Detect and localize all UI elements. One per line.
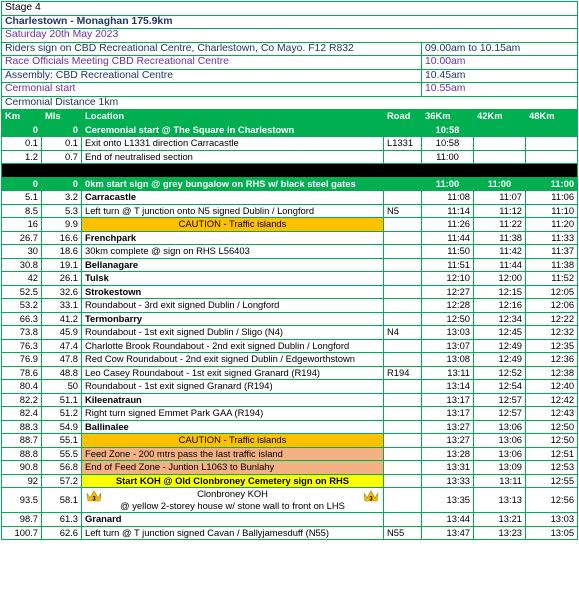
time-42km-cell: 13:06 [474,420,526,434]
mls-cell: 45.9 [42,326,82,340]
table-row [2,191,578,205]
km-cell: 1.2 [2,150,42,164]
time-42km-cell: 11:00 [474,177,526,191]
km-cell: 76.9 [2,353,42,367]
location-cell: Bellanagare [82,258,384,272]
table-row [2,420,578,434]
km-cell: 92 [2,474,42,488]
table-row [2,150,578,164]
time-36km-cell: 13:07 [422,339,474,353]
time-48km-cell: 11:38 [526,258,578,272]
road-cell [384,218,422,232]
road-cell: N4 [384,326,422,340]
location-cell: Red Cow Roundabout - 2nd exit signed Dublin / Edgeworthstown [82,353,384,367]
time-48km-cell: 12:50 [526,420,578,434]
time-48km-cell: 12:53 [526,461,578,475]
table-row [2,164,578,178]
location-cell: Kileenatraun [82,393,384,407]
time-42km-cell: 13:13 [474,488,526,513]
location-cell: End of Feed Zone - Juntion L1063 to Bunlahy [82,461,384,475]
time-48km-cell: 12:56 [526,488,578,513]
time-42km-cell: 12:57 [474,407,526,421]
table-row [2,488,578,513]
km-cell: 76.3 [2,339,42,353]
time-36km-cell: 13:33 [422,474,474,488]
table-row [2,407,578,421]
time-36km-cell: 11:14 [422,204,474,218]
time-42km-cell: 12:57 [474,393,526,407]
time-42km-cell: 13:21 [474,513,526,527]
road-cell [384,488,422,513]
road-cell [384,150,422,164]
road-cell [384,285,422,299]
km-cell: 88.3 [2,420,42,434]
road-cell [384,380,422,394]
road-cell [384,474,422,488]
road-cell [384,312,422,326]
koh-crown-icon [363,489,379,503]
road-cell [384,420,422,434]
time-36km-cell: 13:14 [422,380,474,394]
table-row [2,245,578,259]
road-cell [384,123,422,137]
mls-cell: 62.6 [42,526,82,540]
table-row [2,123,578,137]
time-48km-cell: 12:05 [526,285,578,299]
table-row [2,366,578,380]
mls-cell: 33.1 [42,299,82,313]
time-36km-cell: 11:50 [422,245,474,259]
mls-cell: 32.6 [42,285,82,299]
stage-row [2,2,578,16]
time-36km-cell: 13:35 [422,488,474,513]
time-48km-cell [526,137,578,151]
mls-cell: 16.6 [42,231,82,245]
table-row [2,474,578,488]
col-36km: 36Km [422,110,474,124]
mls-cell: 0.1 [42,137,82,151]
location-cell: Start KOH @ Old Clonbroney Cemetery sign on RHS [82,474,384,488]
time-36km-cell: 13:31 [422,461,474,475]
km-cell: 42 [2,272,42,286]
koh-location: @ yellow 2-storey house w/ stone wall to front on LHS [120,500,345,511]
time-42km-cell [474,123,526,137]
time-48km-cell [526,150,578,164]
km-cell: 5.1 [2,191,42,205]
time-36km-cell: 13:17 [422,407,474,421]
time-42km-cell: 13:06 [474,447,526,461]
km-cell: 0.1 [2,137,42,151]
location-cell: Roundabout - 1st exit signed Dublin / Sligo (N4) [82,326,384,340]
road-cell: R194 [384,366,422,380]
table-row [2,231,578,245]
road-cell [384,299,422,313]
km-cell: 78.6 [2,366,42,380]
mls-cell: 55.5 [42,447,82,461]
mls-cell: 18.6 [42,245,82,259]
time-36km-cell: 11:00 [422,150,474,164]
koh-name: Clonbroney KOH [197,488,268,499]
time-42km-cell: 13:09 [474,461,526,475]
table-row [2,272,578,286]
location-cell: Right turn signed Emmet Park GAA (R194) [82,407,384,421]
location-cell: Left turn @ T junction signed Cavan / Ballyjamesduff (N55) [82,526,384,540]
table-row [2,299,578,313]
time-42km-cell: 12:52 [474,366,526,380]
time-48km-cell: 12:43 [526,407,578,421]
column-header-row [2,110,578,124]
km-cell: 26.7 [2,231,42,245]
time-48km-cell: 12:51 [526,447,578,461]
officials-row [2,56,578,70]
mls-cell: 0.7 [42,150,82,164]
km-cell: 8.5 [2,204,42,218]
mls-cell: 51.1 [42,393,82,407]
road-cell: N55 [384,526,422,540]
time-48km-cell [526,123,578,137]
location-cell: Granard [82,513,384,527]
time-48km-cell: 11:10 [526,204,578,218]
km-cell: 0 [2,177,42,191]
time-48km-cell: 12:50 [526,434,578,448]
col-42km: 42Km [474,110,526,124]
stage-schedule-table [1,1,578,540]
mls-cell: 47.4 [42,339,82,353]
mls-cell: 56.8 [42,461,82,475]
location-cell: Carracastle [82,191,384,205]
cer-start-text: Cermonial start [2,83,422,97]
signon-time: 09.00am to 10.15am [422,42,578,56]
km-cell: 0 [2,123,42,137]
assembly-row [2,69,578,83]
mls-cell: 19.1 [42,258,82,272]
col-road: Road [384,110,422,124]
location-cell: Charlotte Brook Roundabout - 2nd exit signed Dublin / Longford [82,339,384,353]
location-cell: Roundabout - 3rd exit signed Dublin / Longford [82,299,384,313]
table-row [2,137,578,151]
stage-date: Saturday 20th May 2023 [2,29,578,43]
km-cell: 80.4 [2,380,42,394]
time-48km-cell: 12:35 [526,339,578,353]
time-48km-cell: 12:40 [526,380,578,394]
time-48km-cell: 12:55 [526,474,578,488]
mls-cell: 61.3 [42,513,82,527]
road-cell: N5 [384,204,422,218]
time-42km-cell: 11:22 [474,218,526,232]
table-row [2,526,578,540]
time-42km-cell: 11:42 [474,245,526,259]
time-36km-cell: 11:51 [422,258,474,272]
time-36km-cell: 13:08 [422,353,474,367]
time-48km-cell: 12:22 [526,312,578,326]
time-42km-cell: 13:11 [474,474,526,488]
time-36km-cell: 12:50 [422,312,474,326]
road-cell: L1331 [384,137,422,151]
road-cell [384,191,422,205]
mls-cell: 55.1 [42,434,82,448]
table-row [2,326,578,340]
time-42km-cell: 12:49 [474,353,526,367]
time-48km-cell: 12:32 [526,326,578,340]
road-cell [384,245,422,259]
time-42km-cell: 12:49 [474,339,526,353]
location-cell: Ceremonial start @ The Square in Charlestown [82,123,384,137]
koh-category-number: 3 [92,496,96,503]
time-48km-cell: 12:36 [526,353,578,367]
location-cell: Frenchpark [82,231,384,245]
table-row [2,447,578,461]
time-36km-cell: 11:08 [422,191,474,205]
mls-cell: 58.1 [42,488,82,513]
mls-cell: 0 [42,177,82,191]
cer-start-row [2,83,578,97]
km-cell: 53.2 [2,299,42,313]
km-cell: 82.4 [2,407,42,421]
time-42km-cell: 11:07 [474,191,526,205]
signon-text: Riders sign on CBD Recreational Centre, Charlestown, Co Mayo. F12 R832 [2,42,422,56]
time-36km-cell: 13:17 [422,393,474,407]
col-location: Location [82,110,384,124]
time-36km-cell: 10:58 [422,137,474,151]
table-row [2,339,578,353]
time-36km-cell: 12:28 [422,299,474,313]
km-cell: 93.5 [2,488,42,513]
time-36km-cell: 10:58 [422,123,474,137]
km-cell: 52.5 [2,285,42,299]
time-42km-cell: 13:06 [474,434,526,448]
road-cell [384,434,422,448]
separator-bar [2,164,578,178]
time-36km-cell: 11:00 [422,177,474,191]
time-42km-cell: 12:34 [474,312,526,326]
time-48km-cell: 12:42 [526,393,578,407]
time-36km-cell: 13:47 [422,526,474,540]
km-cell: 30 [2,245,42,259]
time-48km-cell: 11:20 [526,218,578,232]
mls-cell: 9.9 [42,218,82,232]
mls-cell: 26.1 [42,272,82,286]
time-48km-cell: 12:06 [526,299,578,313]
location-cell: 0km start sign @ grey bungalow on RHS w/ black steel gates [82,177,384,191]
km-cell: 88.8 [2,447,42,461]
road-cell [384,393,422,407]
koh-category-number: 3 [369,496,373,503]
km-cell: 30.8 [2,258,42,272]
time-36km-cell: 12:10 [422,272,474,286]
col-km: Km [2,110,42,124]
time-36km-cell: 13:44 [422,513,474,527]
km-cell: 82.2 [2,393,42,407]
cer-distance: Cermonial Distance 1km [2,96,578,110]
km-cell: 73.8 [2,326,42,340]
mls-cell: 57.2 [42,474,82,488]
time-36km-cell: 13:27 [422,420,474,434]
mls-cell: 48.8 [42,366,82,380]
time-36km-cell: 13:28 [422,447,474,461]
time-42km-cell: 11:44 [474,258,526,272]
time-36km-cell: 13:11 [422,366,474,380]
location-cell: Strokestown [82,285,384,299]
location-cell: Feed Zone - 200 mtrs pass the last traffic island [82,447,384,461]
officials-text: Race Officials Meeting CBD Recreational Centre [2,56,422,70]
road-cell [384,461,422,475]
mls-cell: 41.2 [42,312,82,326]
cer-start-time: 10.55am [422,83,578,97]
time-42km-cell: 12:54 [474,380,526,394]
mls-cell: 50 [42,380,82,394]
mls-cell: 0 [42,123,82,137]
time-42km-cell: 13:23 [474,526,526,540]
col-mls: Mls [42,110,82,124]
table-row [2,380,578,394]
location-cell [82,488,384,513]
time-36km-cell: 11:44 [422,231,474,245]
time-42km-cell [474,150,526,164]
table-row [2,285,578,299]
location-cell: Ballinalee [82,420,384,434]
time-42km-cell [474,137,526,151]
officials-time: 10.00am [422,56,578,70]
time-48km-cell: 11:52 [526,272,578,286]
time-48km-cell: 11:00 [526,177,578,191]
road-cell [384,447,422,461]
km-cell: 66.3 [2,312,42,326]
time-48km-cell: 13:05 [526,526,578,540]
route-row [2,15,578,29]
mls-cell: 54.9 [42,420,82,434]
location-cell: End of neutralised section [82,150,384,164]
table-row [2,393,578,407]
road-cell [384,407,422,421]
location-cell: Termonbarry [82,312,384,326]
table-row [2,204,578,218]
road-cell [384,339,422,353]
road-cell [384,272,422,286]
time-48km-cell: 13:03 [526,513,578,527]
table-row [2,312,578,326]
time-42km-cell: 12:16 [474,299,526,313]
mls-cell: 3.2 [42,191,82,205]
table-row [2,513,578,527]
assembly-time: 10.45am [422,69,578,83]
location-cell: Leo Casey Roundabout - 1st exit signed Granard (R194) [82,366,384,380]
time-42km-cell: 11:12 [474,204,526,218]
road-cell [384,231,422,245]
location-cell: Roundabout - 1st exit signed Granard (R194) [82,380,384,394]
table-row [2,218,578,232]
km-cell: 98.7 [2,513,42,527]
location-cell: Left turn @ T junction onto N5 signed Dublin / Longford [82,204,384,218]
table-row [2,353,578,367]
km-cell: 88.7 [2,434,42,448]
date-row [2,29,578,43]
km-cell: 90.8 [2,461,42,475]
time-42km-cell: 11:38 [474,231,526,245]
table-row [2,461,578,475]
assembly-text: Assembly: CBD Recreational Centre [2,69,422,83]
time-42km-cell: 12:45 [474,326,526,340]
route-title: Charlestown - Monaghan 175.9km [2,15,578,29]
table-row [2,177,578,191]
col-48km: 48Km [526,110,578,124]
location-cell: CAUTION - Traffic islands [82,218,384,232]
time-48km-cell: 11:37 [526,245,578,259]
time-36km-cell: 13:27 [422,434,474,448]
km-cell: 16 [2,218,42,232]
time-36km-cell: 13:03 [422,326,474,340]
signon-row [2,42,578,56]
table-row [2,434,578,448]
mls-cell: 5.3 [42,204,82,218]
time-36km-cell: 11:26 [422,218,474,232]
time-48km-cell: 11:06 [526,191,578,205]
road-cell [384,177,422,191]
time-48km-cell: 12:38 [526,366,578,380]
table-row [2,258,578,272]
road-cell [384,513,422,527]
stage-label: Stage 4 [2,2,578,16]
location-cell: Exit onto L1331 direction Carracastle [82,137,384,151]
road-cell [384,353,422,367]
location-cell: CAUTION - Traffic islands [82,434,384,448]
time-48km-cell: 11:33 [526,231,578,245]
location-cell: Tulsk [82,272,384,286]
time-36km-cell: 12:27 [422,285,474,299]
koh-crown-icon [86,489,102,503]
time-42km-cell: 12:15 [474,285,526,299]
road-cell [384,258,422,272]
location-cell: 30km complete @ sign on RHS L56403 [82,245,384,259]
mls-cell: 51.2 [42,407,82,421]
mls-cell: 47.8 [42,353,82,367]
cer-distance-row [2,96,578,110]
time-42km-cell: 12:00 [474,272,526,286]
km-cell: 100.7 [2,526,42,540]
